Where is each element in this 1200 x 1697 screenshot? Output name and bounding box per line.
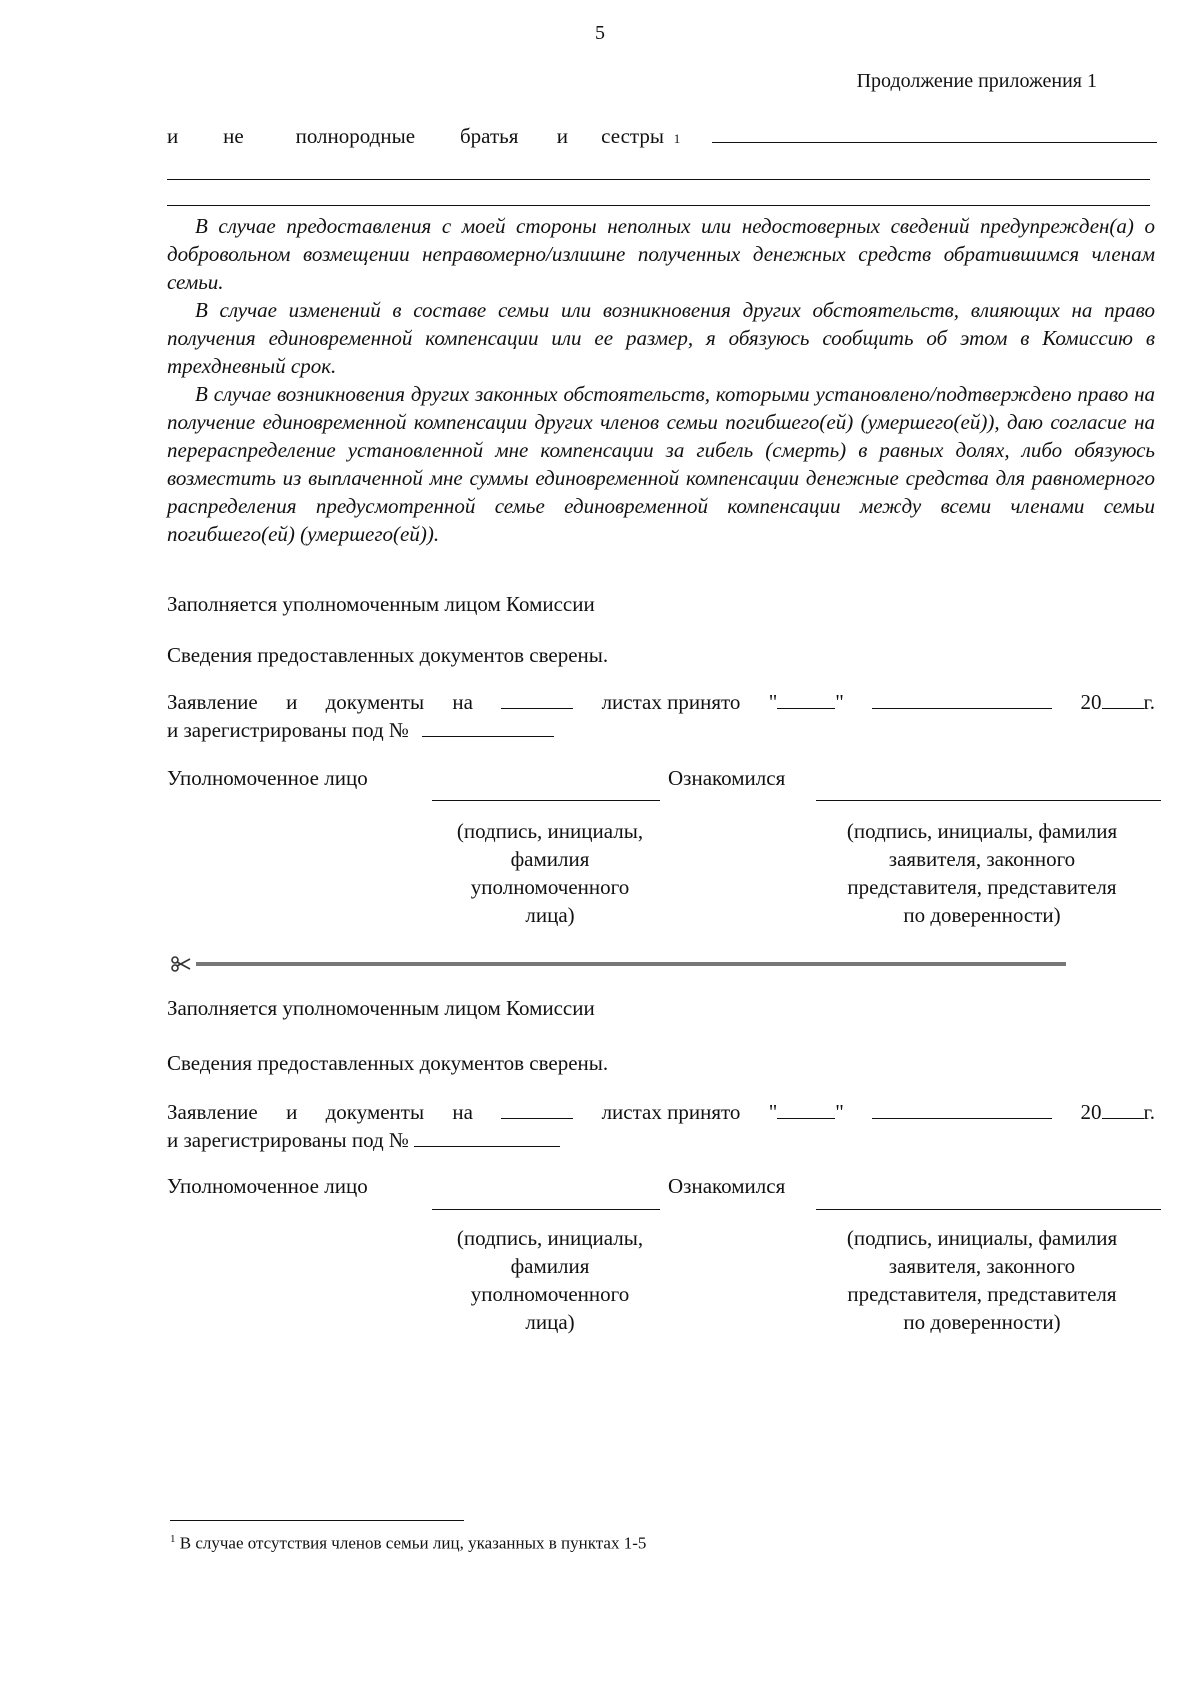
day-field[interactable] — [777, 1102, 835, 1119]
accept-word: на — [452, 690, 473, 714]
sheets-accepted-label: листах принято — [601, 690, 741, 714]
siblings-word: сестры — [601, 124, 664, 148]
caption-line: (подпись, инициалы, фамилия — [846, 1226, 1118, 1250]
year-suffix: г. — [1143, 690, 1155, 714]
caption-applicant — [812, 1224, 1152, 1336]
quote-mark: " — [835, 690, 844, 714]
month-field[interactable] — [872, 692, 1052, 709]
siblings-word: полнородные — [295, 124, 416, 148]
caption-line: заявителя, законного — [888, 1254, 1076, 1278]
page-number: 5 — [595, 22, 605, 44]
acknowledged-label: Ознакомился — [668, 1174, 786, 1198]
caption-line: фамилия — [510, 1254, 590, 1278]
filled-by-label: Заполняется уполномоченным лицом Комиссии — [167, 592, 595, 616]
blank-line[interactable] — [167, 179, 1150, 180]
registered-label: и зарегистрированы под № — [167, 1128, 409, 1152]
registration-number-field[interactable] — [422, 720, 554, 737]
siblings-line: и не полнородные братья и сестры 1 — [167, 124, 1157, 149]
caption-applicant — [812, 817, 1152, 929]
verified-label: Сведения предоставленных документов сверены. — [167, 1051, 609, 1075]
quote-mark: " — [835, 1100, 844, 1124]
signature-line-applicant[interactable] — [816, 800, 1161, 801]
blank-line[interactable] — [167, 205, 1150, 206]
accept-word: Заявление — [167, 690, 258, 714]
accept-word: документы — [325, 1100, 425, 1124]
notice-text — [167, 212, 1155, 548]
appendix-continuation: Продолжение приложения 1 — [856, 70, 1097, 92]
footnote-text: В случае отсутствия членов семьи лиц, указанных в пунктах 1-5 — [179, 1533, 647, 1553]
caption-line: по доверенности) — [903, 903, 1061, 927]
quote-mark: " — [768, 690, 778, 714]
caption-line: представителя, представителя — [847, 875, 1117, 899]
accept-word: на — [452, 1100, 473, 1124]
accept-word: Заявление — [167, 1100, 258, 1124]
sheets-count-field[interactable] — [501, 1102, 573, 1119]
authorized-person-label: Уполномоченное лицо — [167, 1174, 368, 1198]
verified-label: Сведения предоставленных документов сверены. — [167, 643, 609, 667]
footnote-separator — [170, 1520, 464, 1521]
caption-line: уполномоченного — [470, 875, 630, 899]
siblings-word: братья — [459, 124, 519, 148]
month-field[interactable] — [872, 1102, 1052, 1119]
cut-line — [170, 954, 1070, 974]
signature-line-authorized[interactable] — [432, 1209, 660, 1210]
caption-authorized — [420, 817, 680, 929]
caption-line: лица) — [525, 1310, 575, 1334]
signature-line-authorized[interactable] — [432, 800, 660, 801]
scissors-icon — [172, 957, 190, 971]
caption-line: лица) — [525, 903, 575, 927]
notice-paragraph: В случае возникновения других законных обстоятельств, которыми установлено/подтверждено право на получение единовременной компенсации других членов семьи погибшего(ей) (умершего(ей)), даю согласие на перераспределение установленной мне компенсации за гибель (смерть) в равных долях, либо обязуюсь возместить из выплаченной мне суммы единовременной компенсации денежные средства для равномерного распределения предусмотренной семье единовременной компенсации между всеми членами семьи погибшего(ей) (умершего(ей)). — [167, 382, 1155, 546]
year-field[interactable] — [1102, 1102, 1144, 1119]
sheets-count-field[interactable] — [501, 692, 573, 709]
year-prefix: 20 — [1080, 690, 1102, 714]
caption-line: фамилия — [510, 847, 590, 871]
authorized-person-label: Уполномоченное лицо — [167, 766, 368, 790]
accept-word: и — [286, 690, 298, 714]
acceptance-line — [167, 1100, 1155, 1125]
accept-word: документы — [325, 690, 425, 714]
sheets-accepted-label: листах принято — [601, 1100, 741, 1124]
signature-line-applicant[interactable] — [816, 1209, 1161, 1210]
caption-line: уполномоченного — [470, 1282, 630, 1306]
day-field[interactable] — [777, 692, 835, 709]
year-suffix: г. — [1143, 1100, 1155, 1124]
caption-line: представителя, представителя — [847, 1282, 1117, 1306]
siblings-word: не — [223, 124, 244, 148]
siblings-blank[interactable] — [712, 126, 1157, 143]
filled-by-label: Заполняется уполномоченным лицом Комиссии — [167, 996, 595, 1020]
year-field[interactable] — [1102, 692, 1144, 709]
notice-paragraph: В случае предоставления с моей стороны неполных или недостоверных сведений предупрежден(а) о добровольном возмещении неправомерно/излишне полученных денежных средств обратившимся членам семьи. — [167, 214, 1155, 294]
quote-mark: " — [768, 1100, 778, 1124]
caption-line: по доверенности) — [903, 1310, 1061, 1334]
siblings-word: и — [167, 124, 179, 148]
caption-line: заявителя, законного — [888, 847, 1076, 871]
acceptance-line — [167, 690, 1155, 715]
caption-authorized — [420, 1224, 680, 1336]
caption-line: (подпись, инициалы, фамилия — [846, 819, 1118, 843]
registered-label: и зарегистрированы под № — [167, 718, 409, 742]
registration-line — [167, 718, 1155, 743]
footnote-mark: 1 — [170, 1533, 176, 1545]
notice-paragraph: В случае изменений в составе семьи или возникновения других обстоятельств, влияющих на право получения единовременной компенсации или ее размер, я обязуюсь сообщить об этом в Комиссию в трехдневный срок. — [167, 298, 1155, 378]
footnote — [170, 1533, 646, 1554]
year-prefix: 20 — [1080, 1100, 1102, 1124]
caption-line: (подпись, инициалы, — [456, 1226, 644, 1250]
registration-line — [167, 1128, 1155, 1153]
acknowledged-label: Ознакомился — [668, 766, 786, 790]
caption-line: (подпись, инициалы, — [456, 819, 644, 843]
siblings-word: и — [556, 124, 568, 148]
accept-word: и — [286, 1100, 298, 1124]
registration-number-field[interactable] — [414, 1130, 560, 1147]
